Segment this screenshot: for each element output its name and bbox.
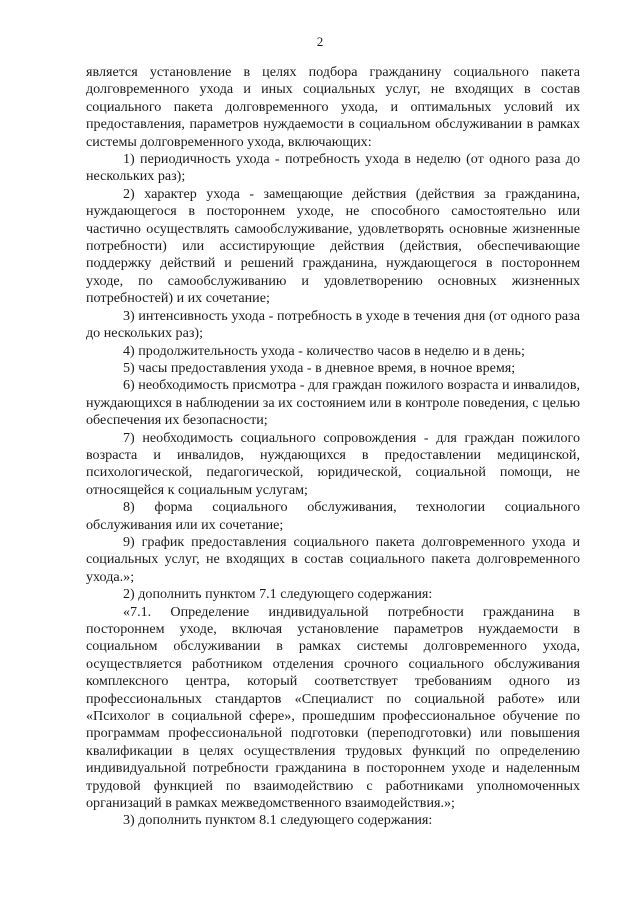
document-body [86,64,580,830]
paragraph-item-5-hours: 5) часы предоставления ухода - в дневное время, в ночное время; [123,359,516,376]
paragraph-item-3-intensity: 3) интенсивность ухода - потребность в уходе в течения дня (от одного раза до нескольких раз); [86,307,580,342]
paragraph-item-8-service-form: 8) форма социального обслуживания, технологии социального обслуживания или их сочетание; [86,499,580,533]
paragraph-amendment-3: 3) дополнить пунктом 8.1 следующего содержания: [123,812,433,829]
paragraph-clause-7-1: «7.1. Определение индивидуальной потребности гражданина в постороннем уходе, включая установление параметров нуждаемости в социальном обслуживании в рамках системы долговременного ухода, осуществляется работником отделения срочного социального обслуживания комплексного центра, который соответствует требованиям одного из профессиональных стандартов «Специалист по социальной работе» или «Психолог в социальной сфере», прошедшим профессиональное обучение по программам профессиональной подготовки (переподготовки) или повышения квалификации в целях осуществления трудовых функций по определению индивидуальной потребности гражданина в постороннем уходе и наделенным трудовой функцией по взаимодействию с работниками уполномоченных организаций в рамках межведомственного взаимодействия.»; [86,603,580,812]
paragraph-item-9-schedule: 9) график предоставления социального пакета долговременного ухода и социальных услуг, не входящих в состав социального пакета долговременного ухода.»; [86,533,580,585]
paragraph-item-6-supervision: 6) необходимость присмотра - для граждан пожилого возраста и инвалидов, нуждающихся в наблюдении за их состоянием или в контроле поведения, с целью обеспечения их безопасности; [86,377,580,429]
paragraph-item-1-periodicity: 1) периодичность ухода - потребность ухода в неделю (от одного раза до нескольких раз); [86,151,580,185]
paragraph-intro: является установление в целях подбора гражданину социального пакета долговременного ухода и иных социальных услуг, не входящих в состав социального пакета долговременного ухода, и оптимальных условий их предоставления, параметров нуждаемости в социальном обслуживании в рамках системы долговременного ухода, включающих: [86,64,580,150]
page-number: 2 [316,34,324,49]
paragraph-item-2-care-character: 2) характер ухода - замещающие действия (действия за гражданина, нуждающегося в постороннем уходе, не способного самостоятельно или частично осуществлять самообслуживание, удовлетворять основные жизненные потребности) или ассистирующие действия (действия, обеспечивающие поддержку действий и решений гражданина, нуждающегося в постороннем уходе, по самообслуживанию и удовлетворению основных жизненных потребностей) и их сочетание; [86,185,580,307]
paragraph-item-7-social-support: 7) необходимость социального сопровождения - для граждан пожилого возраста и инвалидов, нуждающихся в предоставлении медицинской, психологической, педагогической, юридической, социальной помощи, не относящейся к социальным услугам; [86,429,580,498]
paragraph-amendment-2: 2) дополнить пунктом 7.1 следующего содержания: [123,586,433,603]
paragraph-item-4-duration: 4) продолжительность ухода - количество часов в неделю и в день; [123,342,525,359]
